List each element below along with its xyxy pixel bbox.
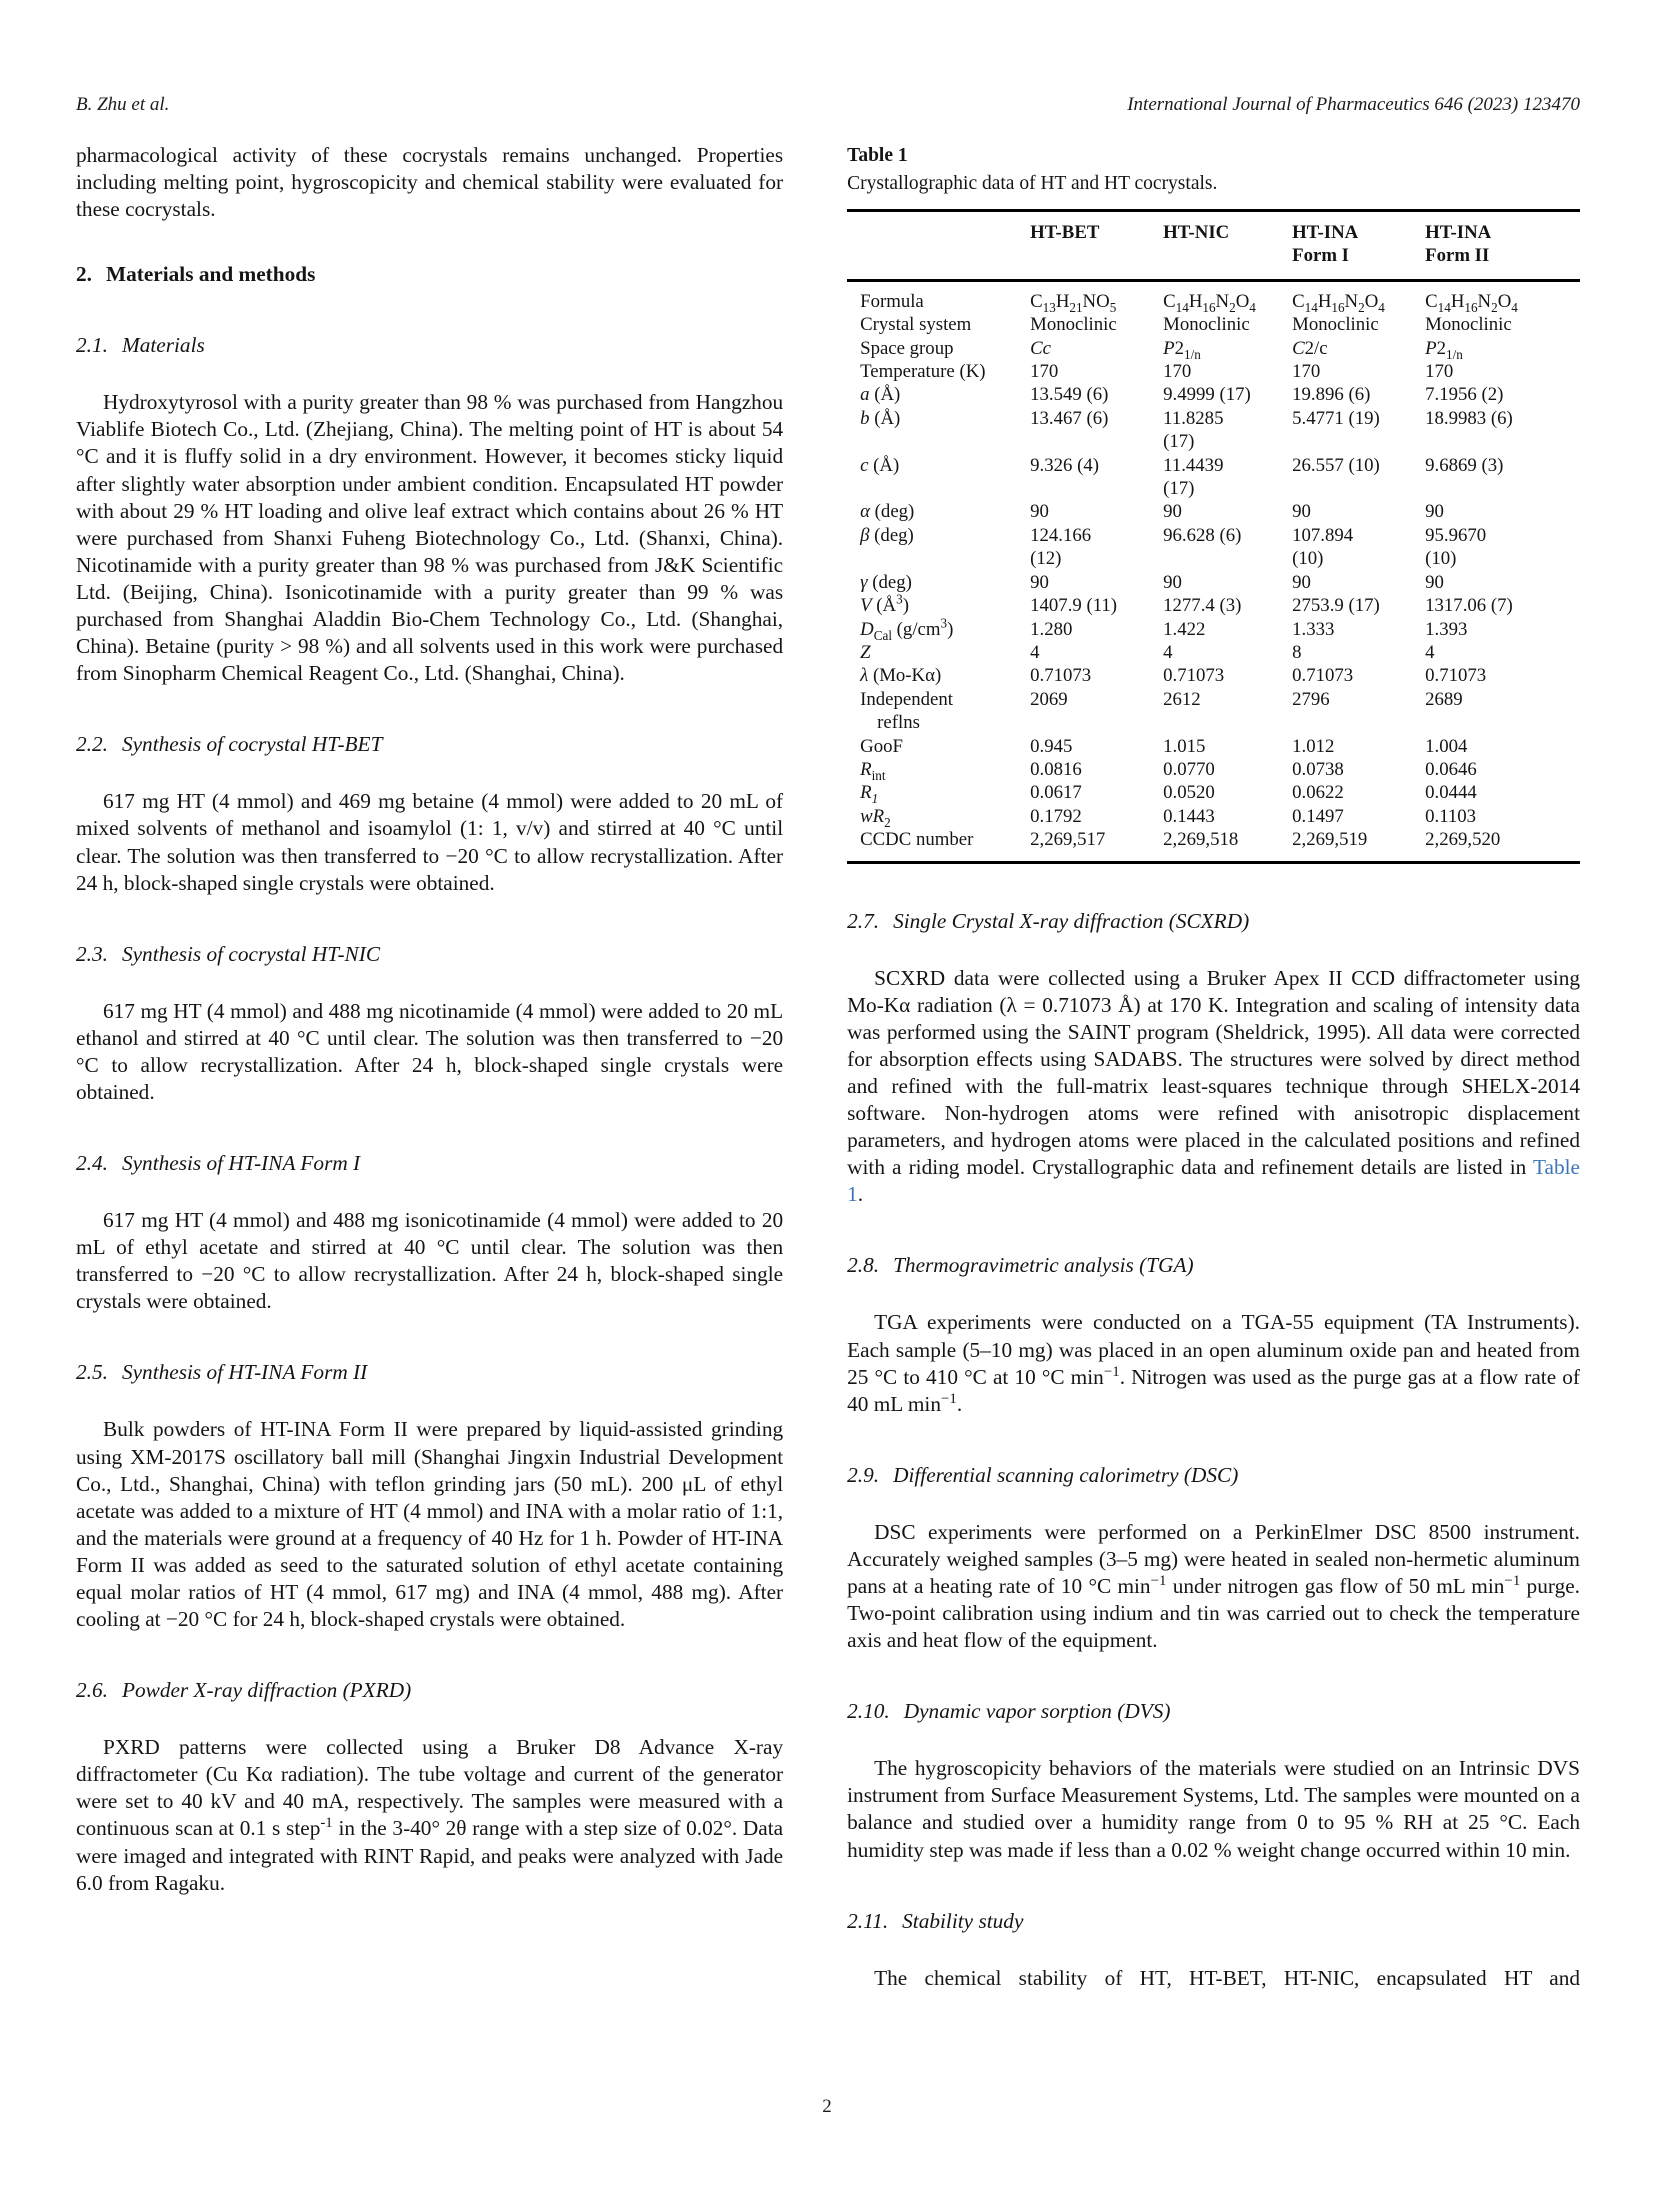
table-cell: 0.1497 (1292, 805, 1344, 827)
table-row-label: γ (deg) (860, 571, 912, 593)
table-cell: 2689 (1425, 688, 1463, 710)
section-number: 2.3. (76, 941, 108, 966)
running-head-authors: B. Zhu et al. (76, 94, 170, 115)
table-cell: 0.0770 (1163, 758, 1215, 780)
table-cell: $C_{13}H_{21}NO_5$ (1030, 290, 1117, 315)
table-cell: 0.0444 (1425, 782, 1477, 804)
scxrd-paragraph (847, 965, 1580, 1209)
subsection-heading-ht-ina-form-ii (76, 1359, 783, 1386)
section-title: Synthesis of HT-INA Form II (121, 1360, 368, 1385)
table-cell: 90 (1163, 501, 1182, 523)
subsection-heading-stability (847, 1908, 1580, 1935)
table-cell: 2069 (1030, 688, 1068, 710)
table-body (847, 280, 1580, 862)
table-cell: 0.945 (1030, 735, 1073, 757)
table-cell: 2,269,520 (1425, 829, 1501, 851)
section-title: Differential scanning calorimetry (DSC) (893, 1462, 1239, 1487)
subsection-heading-tga (847, 1252, 1580, 1279)
table-cell: 4 (1030, 641, 1040, 663)
table-row-label: Z (860, 641, 871, 663)
section-number: 2.2. (76, 732, 108, 757)
table-row-label: GooF (860, 735, 903, 757)
table-cell: 90 (1425, 501, 1444, 523)
table-cell: 11.8285 (17) (1163, 407, 1224, 453)
section-number: 2. (76, 262, 92, 287)
table-row-label: $wR_2$ (860, 805, 891, 830)
table-cell: 95.9670 (10) (1425, 524, 1487, 570)
materials-paragraph: Hydroxytyrosol with a purity greater than 98 % was purchased from Hangzhou Viablife Biotech Co., Ltd. (Zhejiang, China). The melting point of HT is about 54 °C and it is fluffy solid in a dry environment. However, it becomes sticky liquid after slightly water absorption under ambient condition. Encapsulated HT powder with about 29 % HT loading and olive leaf extract which contains about 26 % HT were purchased from Shanxi Fuheng Biotechnology Co., Ltd. (Shanxi, China). Nicotinamide with a purity greater than 98 % was purchased from J&K Scientific Ltd. (Beijing, China). Isonicotinamide with a purity greater than 99 % was purchased from Shanghai Aladdin Bio-Chem Technology Co., Ltd. (Shanghai, China). Betaine (purity > 98 %) and all solvents used in this work were purchased from Sinopharm Chemical Reagent Co., Ltd. (Shanghai, China). (76, 390, 784, 686)
table-row-label: c (Å) (860, 454, 900, 476)
table-cell: 11.4439 (17) (1163, 454, 1224, 500)
table-cell: 2,269,518 (1163, 829, 1239, 851)
intro-paragraph: pharmacological activity of these cocrystals remains unchanged. Properties including melting point, hygroscopicity and chemical stability were evaluated for these cocrystals. (76, 143, 784, 222)
section-number: 2.8. (847, 1253, 880, 1278)
section-number: 2.1. (76, 333, 108, 358)
section-number: 2.7. (847, 908, 880, 933)
table-cell: 90 (1163, 571, 1182, 593)
table-cell: C2/c (1292, 337, 1328, 359)
subsection-heading-ht-ina-form-i (76, 1150, 783, 1177)
table-row-label: α (deg) (860, 501, 915, 523)
pxrd-paragraph: PXRD patterns were collected using a Bruker D8 Advance X-ray diffractometer (Cu Kα radiation). The tube voltage and current of the generator were set to 40 kV and 40 mA, respectively. The samples were measured with a continuous scan at 0.1 s step$^{-1}$ in the 3-40° 2θ range with a step size of 0.02°. Data were imaged and integrated with RINT Rapid, and peaks were analyzed with Jade 6.0 from Ragaku. (76, 1735, 784, 1895)
table-row (847, 805, 1580, 828)
scxrd-text-end: . (857, 1182, 864, 1207)
table-row-label: $D_{Cal}$ $(g/cm^3)$ (860, 615, 954, 643)
table-1-label: Table 1 (847, 145, 908, 166)
section-title: Materials and methods (105, 262, 316, 287)
table-cell: 4 (1163, 641, 1173, 663)
table-cell: 9.4999 (17) (1163, 384, 1251, 406)
running-head-journal: International Journal of Pharmaceutics 646 (2023) 123470 (1127, 94, 1580, 115)
table-row (847, 383, 1580, 406)
table-cell: 0.71073 (1425, 665, 1487, 687)
table-cell: 0.1443 (1163, 805, 1215, 827)
running-head (0, 0, 1654, 116)
table-cell: $C_{14}H_{16}N_2O_4$ (1425, 290, 1518, 315)
table-cell: 1.393 (1425, 618, 1468, 640)
table-cell: $C_{14}H_{16}N_2O_4$ (1292, 290, 1385, 315)
table-row (847, 688, 1580, 735)
table-cell: 2,269,519 (1292, 829, 1368, 851)
table-cell: 0.0646 (1425, 758, 1477, 780)
section-title: Stability study (902, 1908, 1024, 1933)
table-row-label: Independent reflns (860, 688, 953, 734)
stability-paragraph: The chemical stability of HT, HT-BET, HT-NIC, encapsulated HT and (874, 1965, 1580, 1990)
table-row (847, 571, 1580, 594)
section-number: 2.6. (76, 1678, 108, 1703)
two-column-body (0, 116, 1654, 1992)
section-title: Synthesis of cocrystal HT-NIC (121, 941, 381, 966)
table-cell: 7.1956 (2) (1425, 384, 1504, 406)
table-row (847, 735, 1580, 758)
subsection-heading-materials (76, 332, 783, 359)
crystallographic-data-table (847, 209, 1580, 864)
table-row-label: Space group (860, 337, 954, 359)
right-column (847, 142, 1580, 1992)
section-title: Thermogravimetric analysis (TGA) (893, 1253, 1194, 1278)
table-cell: Monoclinic (1163, 314, 1250, 336)
section-number: 2.5. (76, 1360, 108, 1385)
table-row (847, 781, 1580, 804)
table-cell: 0.0738 (1292, 758, 1344, 780)
table-cell: 9.326 (4) (1030, 454, 1099, 476)
table-cell: 0.1792 (1030, 805, 1082, 827)
dsc-paragraph: DSC experiments were performed on a PerkinElmer DSC 8500 instrument. Accurately weighed samples (3–5 mg) were heated in sealed non-hermetic aluminum pans at a heating rate of 10 °C $\min^{-1}$ under nitrogen gas flow of 50 mL $\min^{-1}$ purge. Two-point calibration using indium and tin was carried out to check the temperature axis and heat flow of the equipment. (847, 1519, 1580, 1653)
ht-nic-paragraph: 617 mg HT (4 mmol) and 488 mg nicotinamide (4 mmol) were added to 20 mL ethanol and stirred at 40 °C until clear. The solution was then transferred to −20 °C to allow recrystallization. After 24 h, block-shaped single crystals were obtained. (76, 998, 784, 1104)
dvs-paragraph: The hygroscopicity behaviors of the materials were studied on an Intrinsic DVS instrument from Surface Measurement Systems, Ltd. The samples were mounted on a balance and studied over a humidity range from 0 to 95 % RH at 25 °C. Each humidity step was made if less than a 0.02 % weight change occurred within 10 min. (847, 1756, 1580, 1862)
table-column-header: HT-BET (1030, 211, 1163, 281)
table-cell: 0.71073 (1292, 665, 1354, 687)
table-row (847, 618, 1580, 641)
table-row (847, 524, 1580, 571)
table-cell: 0.0816 (1030, 758, 1082, 780)
table-cell: 5.4771 (19) (1292, 407, 1380, 429)
table-cell: 2612 (1163, 688, 1201, 710)
section-number: 2.4. (76, 1151, 108, 1176)
table-cell: 90 (1425, 571, 1444, 593)
table-row (847, 594, 1580, 617)
table-cell: 170 (1163, 361, 1192, 383)
table-cell: 1.015 (1163, 735, 1206, 757)
table-row-label: Temperature (K) (860, 361, 986, 383)
table-cell: 9.6869 (3) (1425, 454, 1504, 476)
table-row (847, 313, 1580, 336)
table-row-label: a (Å) (860, 384, 901, 406)
section-number: 2.11. (847, 1908, 889, 1933)
table-row-label: CCDC number (860, 829, 974, 851)
section-title: Synthesis of HT-INA Form I (121, 1151, 361, 1176)
ht-bet-paragraph: 617 mg HT (4 mmol) and 469 mg betaine (4 mmol) were added to 20 mL of mixed solvents of methanol and isoamylol (1: 1, v/v) and stirred at 40 °C until clear. The solution was then transferred to −20 °C to allow recrystallization. After 24 h, block-shaped single crystals were obtained. (76, 789, 784, 895)
table-cell: 19.896 (6) (1292, 384, 1371, 406)
table-cell: 1407.9 (11) (1030, 595, 1118, 617)
table-row-label: V $(Å^3)$ (860, 591, 909, 617)
table-cell: 2,269,517 (1030, 829, 1106, 851)
table-cell: 2796 (1292, 688, 1330, 710)
table-column-header: HT-INA Form II (1425, 211, 1580, 281)
table-row (847, 758, 1580, 781)
table-row (847, 641, 1580, 664)
table-cell: Cc (1030, 337, 1051, 359)
subsection-heading-scxrd (847, 908, 1580, 935)
section-title: Synthesis of cocrystal HT-BET (121, 732, 383, 757)
table-row-label: $R_1$ (860, 782, 879, 807)
section-number: 2.9. (847, 1462, 880, 1487)
table-cell: 1.280 (1030, 618, 1073, 640)
table-row (847, 828, 1580, 862)
table-cell: 90 (1292, 501, 1311, 523)
section-title: Powder X-ray diffraction (PXRD) (121, 1678, 412, 1703)
table-cell: 0.0617 (1030, 782, 1082, 804)
table-row (847, 454, 1580, 501)
table-cell: 170 (1292, 361, 1321, 383)
section-title: Single Crystal X-ray diffraction (SCXRD) (893, 908, 1250, 933)
table-row-label: β (deg) (860, 524, 914, 546)
table-cell: 2753.9 (17) (1292, 595, 1380, 617)
table-cell: 90 (1030, 571, 1049, 593)
table-cell: 13.549 (6) (1030, 384, 1109, 406)
table-cell: 0.71073 (1163, 665, 1225, 687)
section-number: 2.10. (847, 1699, 890, 1724)
ht-ina-form-i-paragraph: 617 mg HT (4 mmol) and 488 mg isonicotinamide (4 mmol) were added to 20 mL of ethyl acetate and stirred at 40 °C until clear. The solution was then transferred to −20 °C to allow recrystallization. After 24 h, block-shaped single crystals were obtained. (76, 1208, 784, 1314)
table-column-header: HT-NIC (1163, 211, 1292, 281)
table-cell: 8 (1292, 641, 1302, 663)
table-cell: 170 (1425, 361, 1454, 383)
table-cell: 13.467 (6) (1030, 407, 1109, 429)
table-cell: Monoclinic (1292, 314, 1379, 336)
table-cell: 0.0622 (1292, 782, 1344, 804)
table-cell: 0.0520 (1163, 782, 1215, 804)
table-cell: 1.012 (1292, 735, 1335, 757)
table-cell: 1277.4 (3) (1163, 595, 1242, 617)
table-cell: 90 (1030, 501, 1049, 523)
table-cell: 170 (1030, 361, 1059, 383)
table-head-row (847, 211, 1580, 281)
table-cell: $P2_{1/n}$ (1163, 337, 1201, 362)
table-cell: 0.1103 (1425, 805, 1477, 827)
table-row (847, 360, 1580, 383)
table-row-label: b (Å) (860, 407, 901, 429)
table-cell: 18.9983 (6) (1425, 407, 1513, 429)
subsection-heading-dsc (847, 1462, 1580, 1489)
table-cell: $P2_{1/n}$ (1425, 337, 1463, 362)
table-1-caption: Crystallographic data of HT and HT cocrystals. (847, 173, 1218, 194)
ht-ina-form-ii-paragraph: Bulk powders of HT-INA Form II were prepared by liquid-assisted grinding using XM-2017S oscillatory ball mill (Shanghai Jingxin Industrial Development Co., Ltd., Shanghai, China) with teflon grinding jars (50 mL). 200 μL of ethyl acetate was added to a mixture of HT (4 mmol) and INA with a molar ratio of 1:1, and the materials were ground at a frequency of 40 Hz for 1 h. Powder of HT-INA Form II was added as seed to the saturated solution of ethyl acetate containing equal molar ratios of HT (4 mmol, 617 mg) and INA (4 mmol, 488 mg). After cooling at −20 °C for 24 h, block-shaped crystals were obtained. (76, 1417, 784, 1632)
section-title: Dynamic vapor sorption (DVS) (903, 1699, 1171, 1724)
table-row-label: $R_{int}$ (860, 758, 886, 783)
table-cell: 1317.06 (7) (1425, 595, 1513, 617)
left-column (76, 142, 783, 1992)
table-cell: 0.71073 (1030, 665, 1092, 687)
table-cell: 1.004 (1425, 735, 1468, 757)
table-cell: 90 (1292, 571, 1311, 593)
page-number: 2 (822, 2096, 832, 2117)
table-row (847, 280, 1580, 313)
table-row (847, 337, 1580, 360)
table-row-label: Crystal system (860, 314, 972, 336)
subsection-heading-ht-bet (76, 731, 783, 758)
tga-paragraph: TGA experiments were conducted on a TGA-55 equipment (TA Instruments). Each sample (5–10 mg) was placed in an open aluminum oxide pan and heated from 25 °C to 410 °C at 10 °C $\min^{-1}$. Nitrogen was used as the purge gas at a flow rate of 40 mL $\min^{-1}$. (847, 1310, 1580, 1416)
table-cell: 1.422 (1163, 618, 1206, 640)
table-row (847, 407, 1580, 454)
table-cell: 96.628 (6) (1163, 524, 1242, 546)
table-1-link[interactable]: Table 1 (847, 1155, 1580, 1207)
table-row-label: Formula (860, 290, 924, 312)
table-cell: 1.333 (1292, 618, 1335, 640)
table-row (847, 664, 1580, 687)
subsection-heading-dvs (847, 1698, 1580, 1725)
table-cell: 4 (1425, 641, 1435, 663)
table-cell: Monoclinic (1425, 314, 1512, 336)
table-cell: 107.894 (10) (1292, 524, 1354, 570)
table-row-label: λ (Mo-Kα) (860, 665, 942, 687)
table-cell: 124.166 (12) (1030, 524, 1092, 570)
table-cell: $C_{14}H_{16}N_2O_4$ (1163, 290, 1256, 315)
subsection-heading-ht-nic (76, 941, 783, 968)
table-corner-cell (847, 211, 1030, 281)
section-title: Materials (121, 333, 205, 358)
table-cell: Monoclinic (1030, 314, 1117, 336)
scxrd-text: SCXRD data were collected using a Bruker Apex II CCD diffractometer using Mo-Kα radiation (λ = 0.71073 Å) at 170 K. Integration and scaling of intensity data was performed using the SAINT program (Sheldrick, 1995). All data were corrected for absorption effects using SADABS. The structures were solved by direct method and refined with the full-matrix least-squares technique through SHELX-2014 software. Non-hydrogen atoms were refined with anisotropic displacement parameters, and hydrogen atoms were placed in the calculated positions and refined with a riding model. Crystallographic data and refinement details are listed in (847, 965, 1580, 1180)
subsection-heading-pxrd (76, 1677, 783, 1704)
table-cell: 26.557 (10) (1292, 454, 1380, 476)
section-heading-materials-and-methods (76, 261, 783, 288)
table-column-header: HT-INA Form I (1292, 211, 1425, 281)
table-row (847, 500, 1580, 523)
